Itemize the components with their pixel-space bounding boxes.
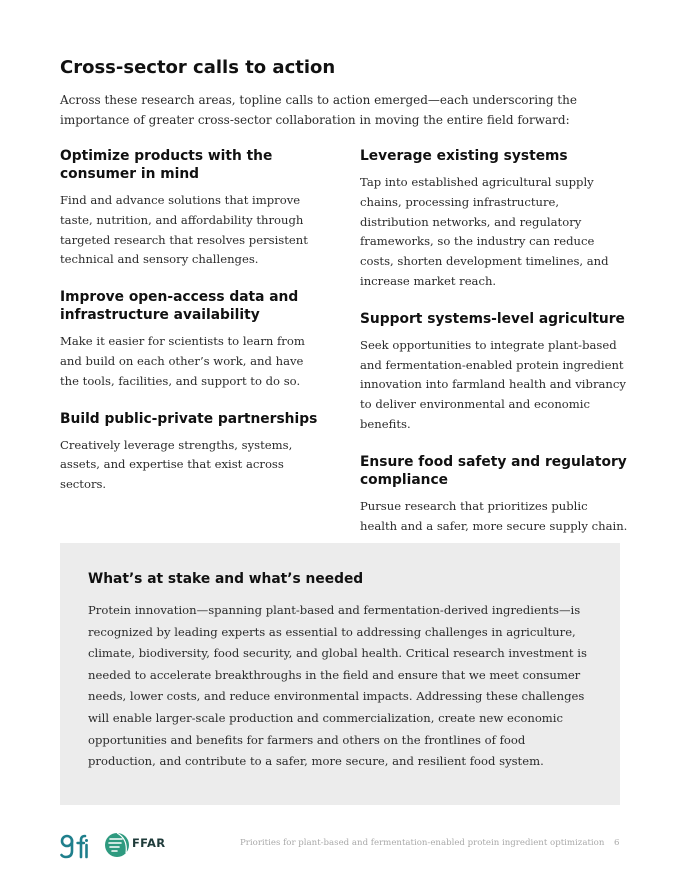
call-to-action-body: Find and advance solutions that improve taste, nutrition, and affordability through targeted research that resolves persistent technical and sensory challenges. (60, 193, 308, 267)
page-number: 6 (614, 838, 620, 848)
left-column (60, 147, 325, 513)
call-to-action-item (360, 310, 628, 435)
stakes-callout-box (60, 543, 620, 805)
right-column (360, 147, 628, 554)
callout-heading: What’s at stake and what’s needed (88, 571, 364, 587)
call-to-action-body: Seek opportunities to integrate plant-based and fermentation-enabled protein ingredient innovation into farmland health and vibrancy to deliver environmental and economic benefits. (360, 337, 626, 431)
call-to-action-item (60, 288, 325, 391)
ffar-logo-text: FFAR (132, 836, 166, 850)
call-to-action-heading: Optimize products with the consumer in mind (60, 148, 273, 182)
call-to-action-heading: Build public-private partnerships (60, 410, 318, 427)
call-to-action-body: Creatively leverage strengths, systems, assets, and expertise that exist across sectors. (60, 437, 293, 492)
call-to-action-item (60, 410, 325, 495)
call-to-action-heading: Ensure food safety and regulatory compliance (360, 453, 627, 488)
call-to-action-heading: Leverage existing systems (360, 148, 568, 164)
call-to-action-heading: Improve open-access data and infrastructure availability (60, 289, 299, 324)
ffar-leaf-icon (104, 831, 130, 859)
call-to-action-item (60, 147, 325, 270)
call-to-action-item (360, 147, 628, 292)
gfi-logo (60, 832, 88, 862)
call-to-action-body: Pursue research that prioritizes public health and a safer, more secure supply chain. (360, 498, 628, 533)
call-to-action-body: Tap into established agricultural supply chains, processing infrastructure, distribution networks, and regulatory frameworks, so the industry can reduce costs, shorten development timelines, and increase market reach. (360, 175, 609, 288)
call-to-action-item (360, 453, 628, 537)
page-title: Cross-sector calls to action (60, 57, 336, 78)
call-to-action-body: Make it easier for scientists to learn from and build on each other’s work, and have the tools, facilities, and support to do so. (60, 334, 305, 388)
callout-body: Protein innovation—spanning plant-based and fermentation-derived ingredients—is recognized by leading experts as essential to addressing challenges in agriculture, climate, biodiversity, food security, and global health. Critical research investment is needed to accelerate breakthroughs in the field and ensure that we meet consumer needs, lower costs, and reduce environmental impacts. Addressing these challenges will enable larger-scale production and commercialization, create new economic opportunities and benefits for farmers and others on the frontlines of food production, and contribute to a safer, more secure, and resilient food system. (88, 603, 587, 769)
intro-paragraph: Across these research areas, topline calls to action emerged—each underscoring the importance of greater cross-sector collaboration in moving the entire field forward: (60, 93, 577, 127)
call-to-action-heading: Support systems-level agriculture (360, 310, 625, 327)
ffar-logo (104, 831, 214, 859)
footer-caption: Priorities for plant-based and fermentation-enabled protein ingredient optimization (240, 838, 605, 848)
